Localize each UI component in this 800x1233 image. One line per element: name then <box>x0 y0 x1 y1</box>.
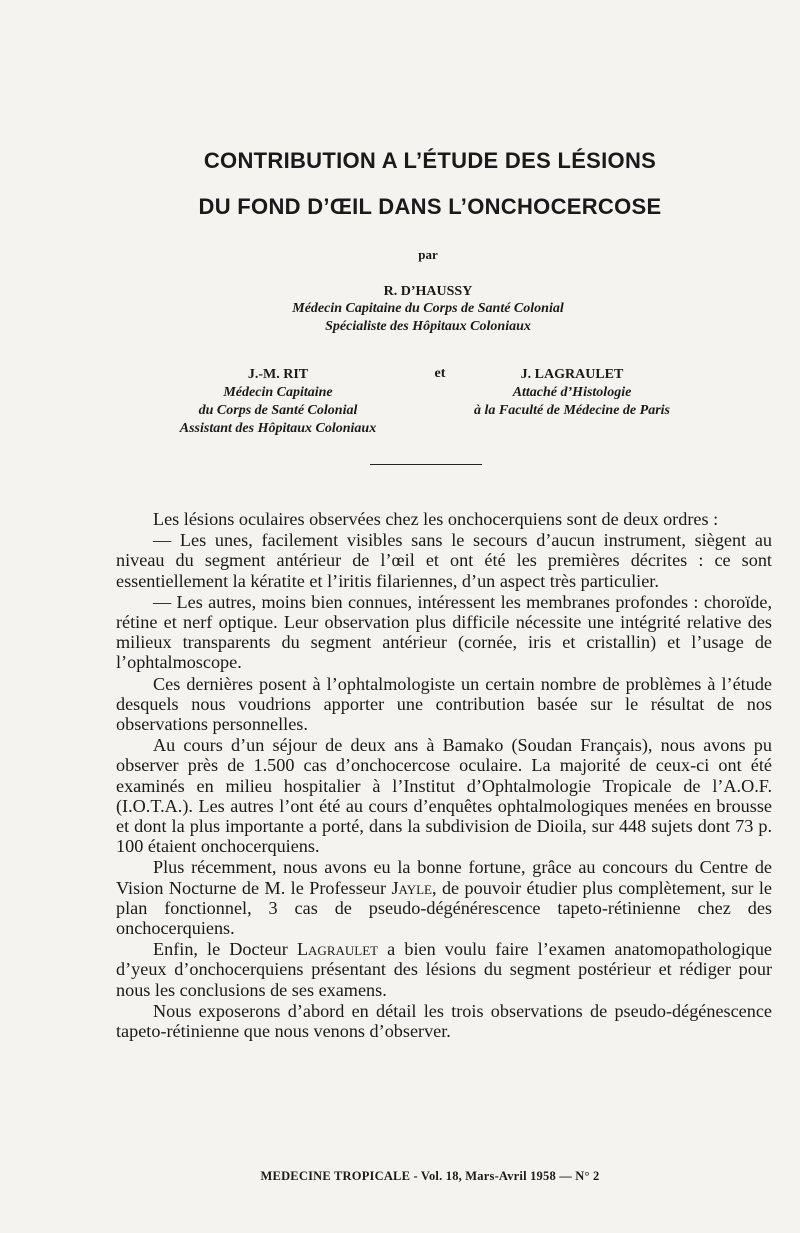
paragraph-5: Au cours d’un séjour de deux ans à Bamako (Soudan Français), nous avons pu observer près de 1.500 cas d’onchocercose oculaire. La majorité de ceux-ci ont été examinés en milieu hospitalier à l’Institut d’Ophtalmologie Tropicale de l’A.O.F. (I.O.T.A.). Les autres l’ont été au cours d’enquêtes ophtalmologiques menées en brousse et dont la plus importante a porté, dans la subdivision de Dioila, sur 448 sujets dont 73 p. 100 étaient onchocerquiens. <box>116 735 772 857</box>
journal-footer: MEDECINE TROPICALE - Vol. 18, Mars-Avril 1958 — N° 2 <box>260 1169 600 1183</box>
paragraph-6 <box>116 857 772 938</box>
title-line-2: DU FOND D’ŒIL DANS L’ONCHOCERCOSE <box>198 194 662 219</box>
right-author-name: J. LAGRAULET <box>520 367 624 382</box>
paragraph-6-text-a: Plus récemment, nous avons eu la bonne fortune, grâce au concours du Centre de Vision Nocturne de M. le Professeur <box>116 857 772 898</box>
paragraph-3: — Les autres, moins bien connues, intéressent les membranes profondes : choroïde, rétine et nerf optique. Leur observation plus difficile nécessite une intégrité relative des milieux transparents du segment antérieur (cornée, iris et cristallin) et l’usage de l’ophtalmoscope. <box>116 591 772 673</box>
cited-name-lagraulet: Lagraulet <box>296 939 379 960</box>
paragraph-1: Les lésions oculaires observées chez les onchocerquiens sont de deux ordres : <box>153 509 719 529</box>
by-label: par <box>418 247 438 262</box>
paragraph-7-text-b: a bien voulu faire l’examen anatomopathologique d’yeux d’onchocerquiens présentant des lésions du segment postérieur et rédiger pour nous les conclusions de ses examens. <box>116 939 773 1000</box>
left-author-affiliation-2: du Corps de Santé Colonial <box>198 403 358 418</box>
right-author-affiliation-1: Attaché d’Histologie <box>512 385 632 400</box>
article-body <box>116 509 772 1042</box>
main-author-affiliation-2: Spécialiste des Hôpitaux Coloniaux <box>325 319 531 334</box>
main-author-affiliation-1: Médecin Capitaine du Corps de Santé Colonial <box>292 301 564 316</box>
left-author-affiliation-3: Assistant des Hôpitaux Coloniaux <box>179 421 377 436</box>
left-author-block <box>140 366 416 438</box>
separator-rule <box>370 464 482 465</box>
main-author-block <box>0 284 800 336</box>
paragraph-6-text-b: , de pouvoir étudier plus complètement, sur le plan fonctionnel, 3 cas de pseudo-dégénérescence tapeto-rétinienne chez des onchocerquiens. <box>116 877 773 939</box>
right-author-affiliation-2: à la Faculté de Médecine de Paris <box>474 403 670 418</box>
paragraph-7-text-a: Enfin, le Docteur <box>153 939 297 960</box>
main-author-name: R. D’HAUSSY <box>383 284 473 299</box>
paragraph-7 <box>116 939 772 1000</box>
paragraph-4: Ces dernières posent à l’ophtalmologiste un certain nombre de problèmes à l’étude desquels nous voudrions apporter une contribution basée sur le résultat de nos observations personnelles. <box>116 673 772 735</box>
conjunction-et: et <box>434 366 446 381</box>
left-author-name: J.-M. RIT <box>247 367 309 382</box>
right-author-block <box>442 366 702 420</box>
left-author-affiliation-1: Médecin Capitaine <box>223 385 333 400</box>
paragraph-8: Nous exposerons d’abord en détail les trois observations de pseudo-dégénescence tapeto-rétinienne que nous venons d’observer. <box>116 1000 772 1042</box>
cited-name-jayle: Jayle <box>391 877 432 898</box>
paragraph-2: — Les unes, facilement visibles sans le secours d’aucun instrument, siègent au niveau du segment antérieur de l’œil et ont été les premières décrites : ce sont essentiellement la kératite et l’iritis filariennes, d’un aspect très particulier. <box>116 530 772 591</box>
title-line-1: CONTRIBUTION A L’ÉTUDE DES LÉSIONS <box>203 148 657 173</box>
